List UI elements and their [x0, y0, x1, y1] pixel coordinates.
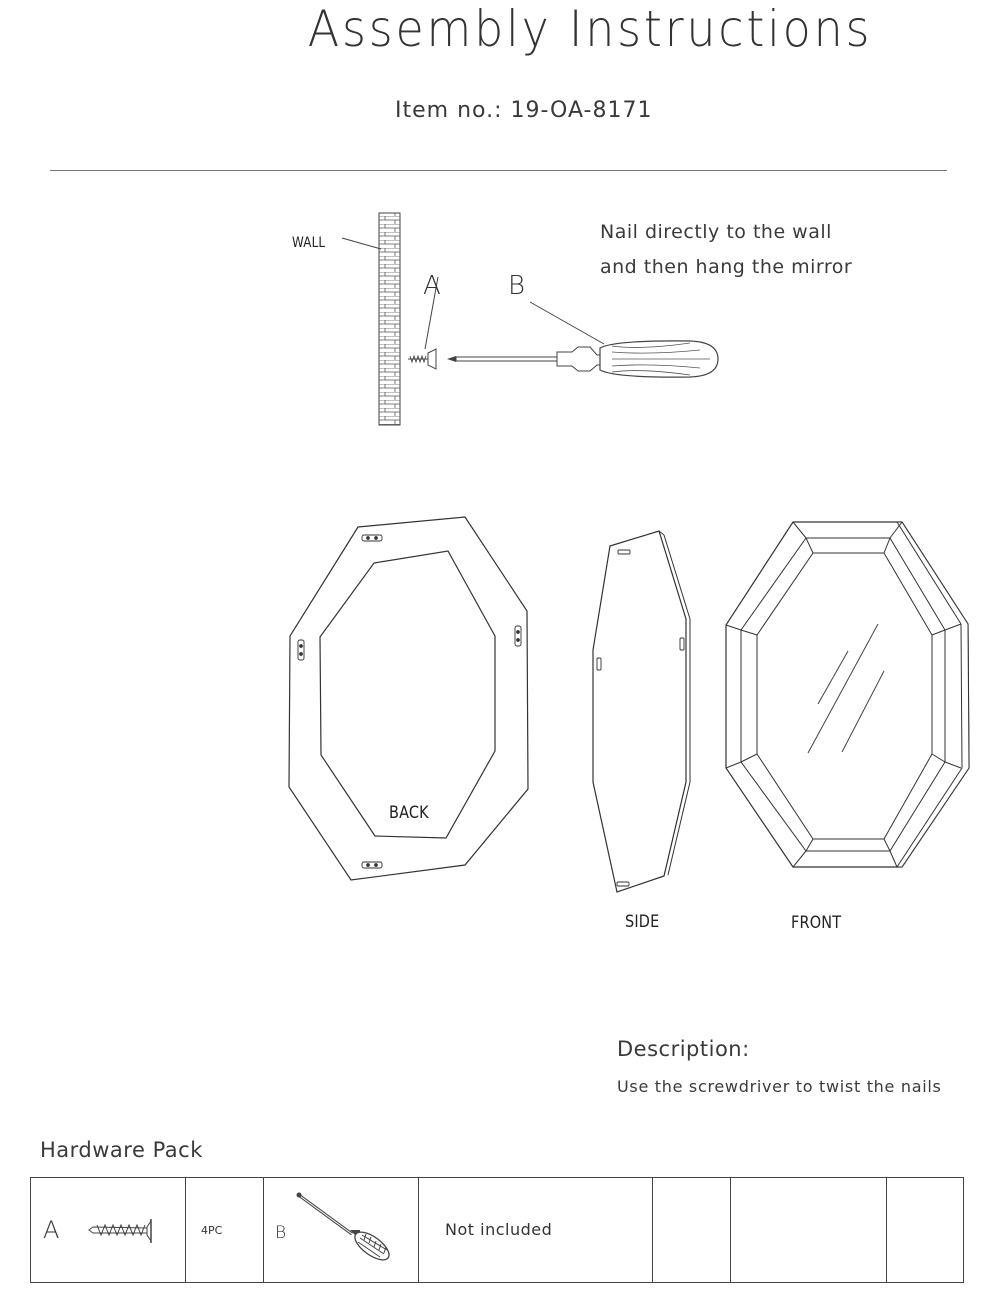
wall-icon — [342, 213, 400, 425]
label-a: A — [423, 271, 441, 301]
label-b: B — [508, 271, 526, 301]
hardware-cell-qty — [186, 1178, 264, 1282]
hardware-cell-b — [264, 1178, 419, 1282]
back-label: BACK — [389, 803, 429, 823]
hardware-qty-a: 4PC — [201, 1224, 223, 1237]
hardware-letter-b: B — [275, 1223, 287, 1243]
mirror-front-view — [726, 522, 969, 867]
hardware-cell-a — [31, 1178, 186, 1282]
hardware-cell-empty-1 — [653, 1178, 731, 1282]
screwdriver-icon — [294, 1190, 394, 1264]
install-note-line-1: Nail directly to the wall — [600, 221, 832, 243]
item-number: Item no.: 19-OA-8171 — [395, 98, 653, 123]
install-note — [600, 215, 852, 285]
install-note-line-2: and then hang the mirror — [600, 256, 853, 278]
screwdriver-icon — [447, 302, 718, 377]
hardware-cell-empty-3 — [887, 1178, 965, 1282]
mirror-back-view — [289, 517, 528, 880]
page-title: Assembly Instructions — [307, 0, 873, 58]
screw-icon — [87, 1211, 167, 1251]
hardware-letter-a: A — [43, 1216, 60, 1244]
wall-label: WALL — [292, 235, 326, 251]
hardware-note-b: Not included — [445, 1220, 553, 1239]
description-title: Description: — [617, 1037, 750, 1061]
hardware-pack-title: Hardware Pack — [40, 1138, 203, 1162]
front-label: FRONT — [791, 913, 842, 933]
hardware-table — [30, 1177, 964, 1283]
hardware-cell-empty-2 — [731, 1178, 887, 1282]
side-label: SIDE — [625, 912, 660, 932]
mirror-side-view — [593, 531, 690, 892]
description-text: Use the screwdriver to twist the nails — [617, 1077, 942, 1096]
hardware-cell-note — [419, 1178, 653, 1282]
